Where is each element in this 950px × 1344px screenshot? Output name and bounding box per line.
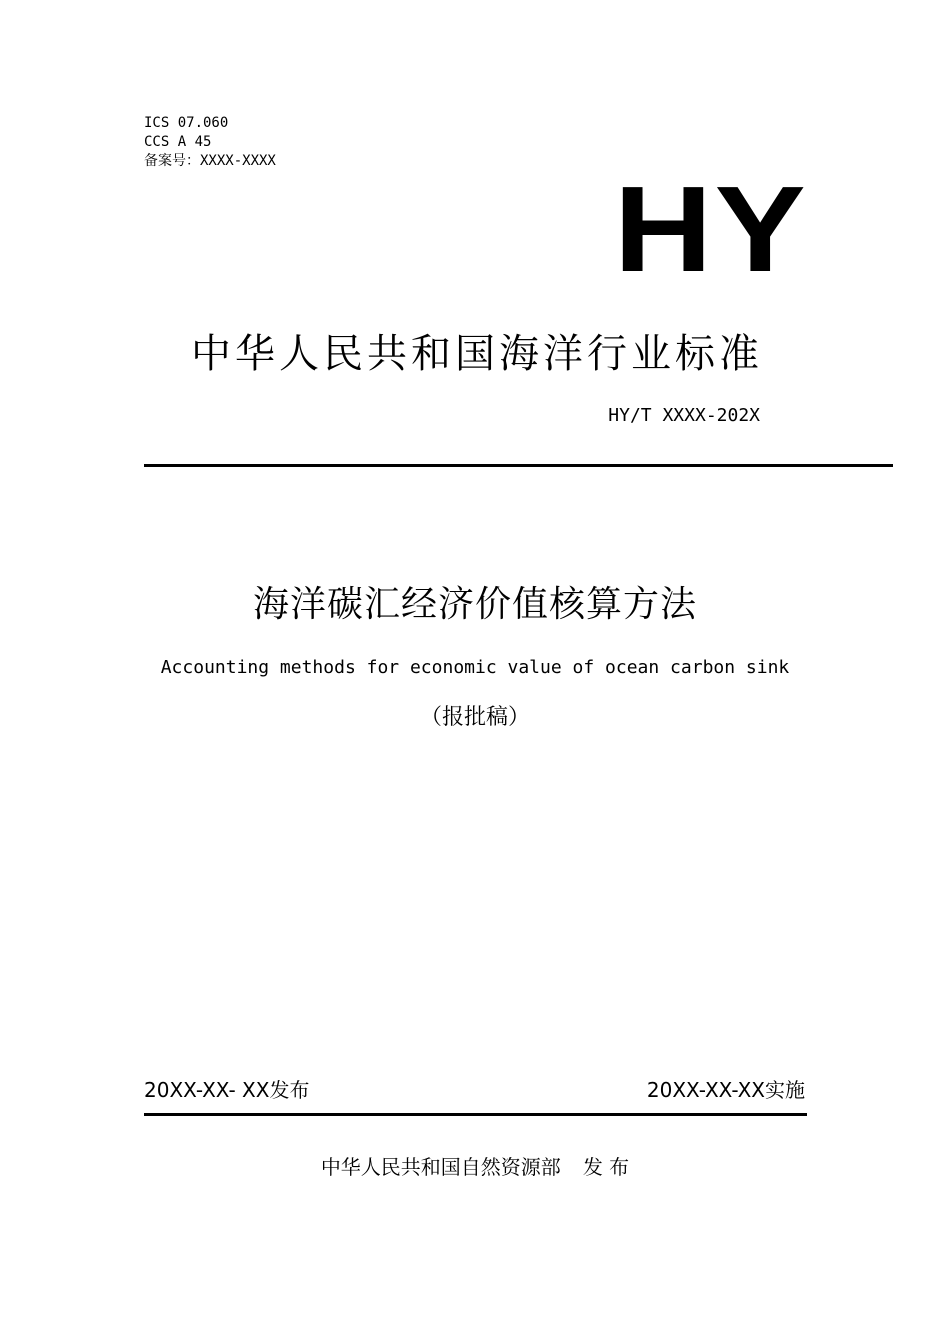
ccs-code: CCS A 45 (144, 134, 212, 150)
publisher-action: 发 布 (582, 1155, 630, 1179)
top-divider (144, 464, 893, 467)
hy-standard-logo: HY (613, 161, 808, 297)
standard-number: HY/T XXXX-202X (608, 405, 760, 426)
document-title-english: Accounting methods for economic value of ocean carbon sink (160, 657, 790, 678)
standard-category-title: 中华人民共和国海洋行业标准 (191, 331, 763, 377)
draft-stage-label: （报批稿） (419, 705, 530, 730)
implementation-date: 20XX-XX-XX实施 (646, 1078, 805, 1102)
publisher-line (0, 1152, 950, 1182)
record-number: 备案号：XXXX-XXXX (144, 153, 276, 169)
document-title-chinese: 海洋碳汇经济价值核算方法 (252, 584, 697, 625)
ics-code: ICS 07.060 (144, 115, 229, 131)
publisher-name: 中华人民共和国自然资源部 (320, 1155, 561, 1179)
issue-date: 20XX-XX- XX发布 (144, 1078, 310, 1102)
bottom-divider (144, 1113, 807, 1116)
